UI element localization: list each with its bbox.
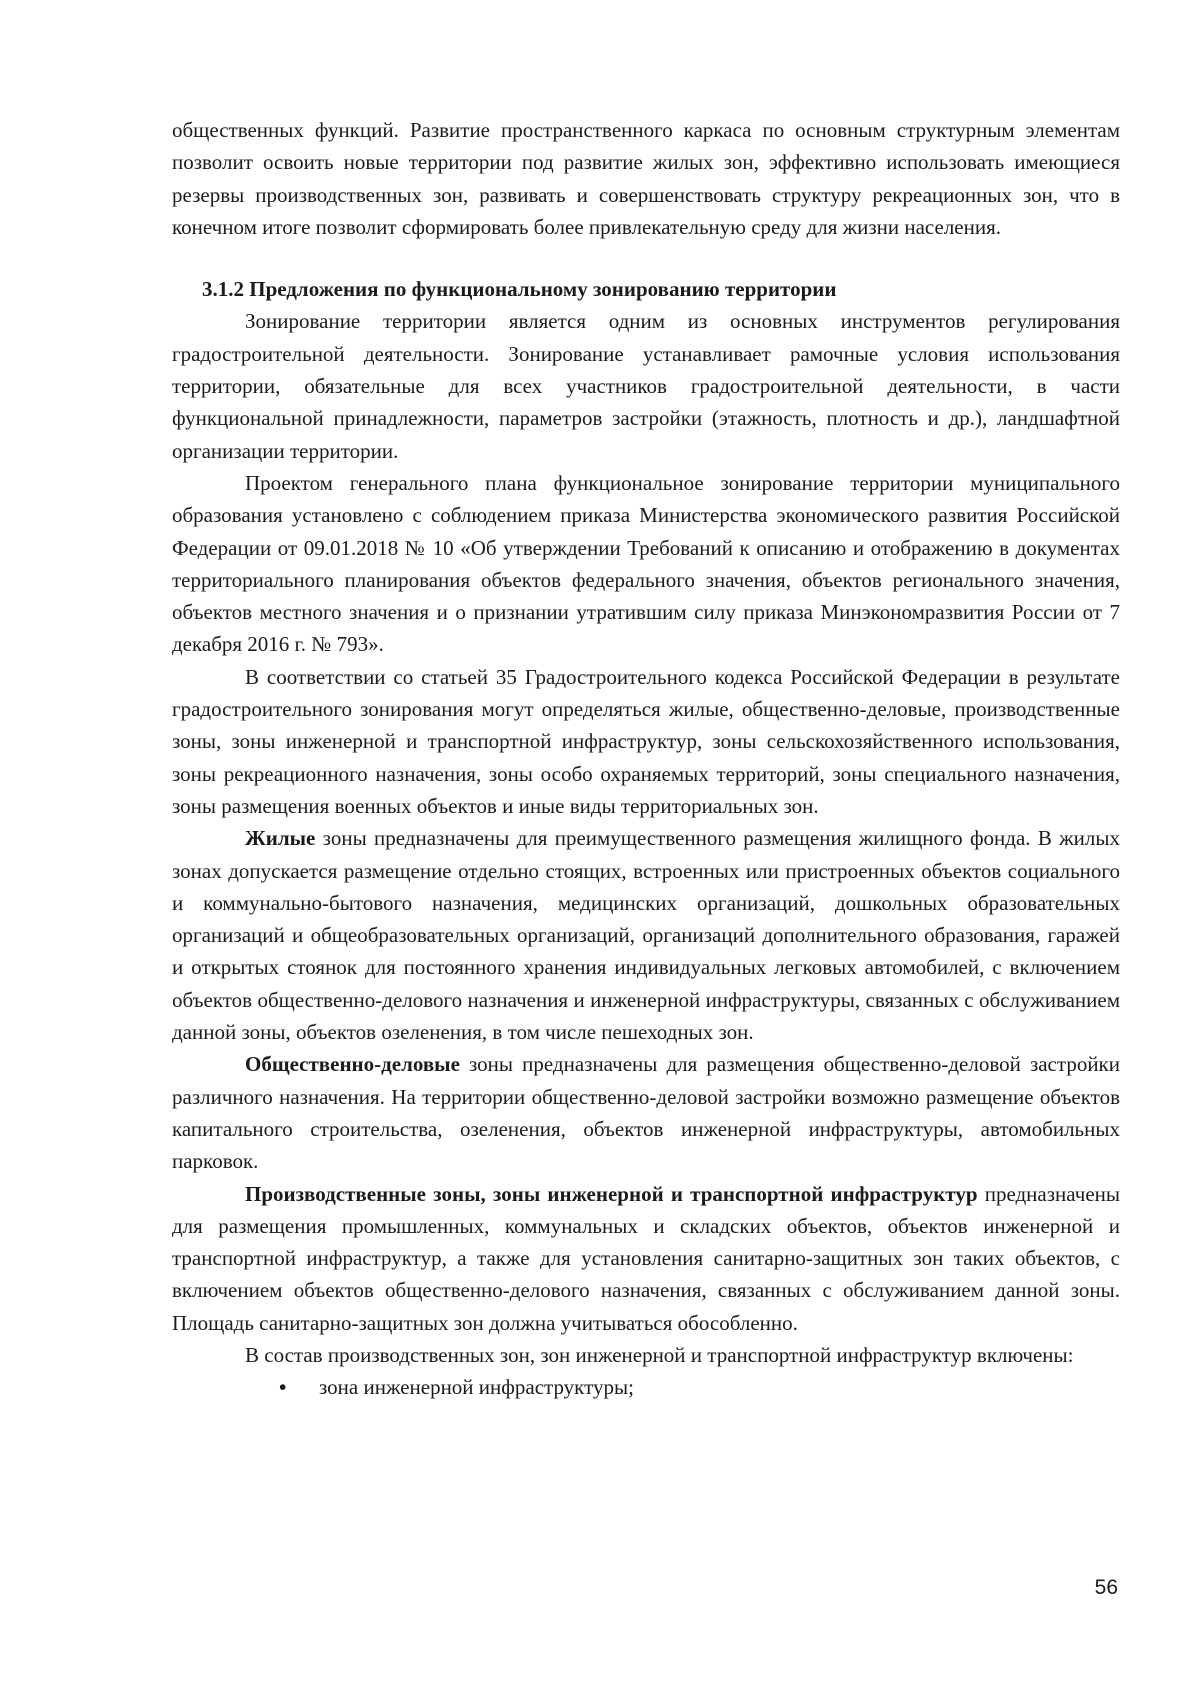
public-business-zones-paragraph — [172, 1048, 1120, 1177]
residential-zones-paragraph — [172, 822, 1120, 1048]
list-item-text: зона инженерной инфраструктуры; — [319, 1375, 634, 1400]
industrial-zones-text: предназначены для размещения промышленных, коммунальных и складских объектов, объектов инженерной и транспортной инфраструктур, а также для установления санитарно-защитных зон таких объектов, с включением объектов общественно-делового назначения, связанных с обслуживанием данной зоны. Площадь санитарно-защитных зон должна учитываться обособленно. — [172, 1181, 1120, 1335]
zoning-paragraph: Зонирование территории является одним из основных инструментов регулирования градостроительной деятельности. Зонирование устанавливает рамочные условия использования территории, обязательные для всех участников градостроительной деятельности, в части функциональной принадлежности, параметров застройки (этажность, плотность и др.), ландшафтной организации территории. — [172, 309, 1120, 463]
intro-paragraph: общественных функций. Развитие пространственного каркаса по основным структурным элементам позволит освоить новые территории под развитие жилых зон, эффективно использовать имеющиеся резервы производственных зон, развивать и совершенствовать структуру рекреационных зон, что в конечном итоге позволит сформировать более привлекательную среду для жизни населения. — [172, 118, 1120, 239]
list-item — [279, 1371, 1120, 1403]
page-number: 56 — [1094, 1576, 1118, 1599]
bullet-icon: • — [279, 1375, 287, 1400]
public-business-zones-term: Общественно-деловые — [245, 1052, 460, 1077]
industrial-zones-paragraph — [172, 1178, 1120, 1339]
zone-list — [172, 1371, 1120, 1403]
code-article-paragraph: В соответствии со статьей 35 Градостроительного кодекса Российской Федерации в результате градостроительного зонирования могут определяться жилые, общественно-деловые, производственные зоны, зоны инженерной и транспортной инфраструктур, зоны сельскохозяйственного использования, зоны рекреационного назначения, зоны особо охраняемых территорий, зоны специального назначения, зоны размещения военных объектов и иные виды территориальных зон. — [172, 664, 1120, 818]
general-plan-paragraph: Проектом генерального плана функциональное зонирование территории муниципального образования установлено с соблюдением приказа Министерства экономического развития Российской Федерации от 09.01.2018 № 10 «Об утверждении Требований к описанию и отображению в документах территориального планирования объектов федерального значения, объектов регионального значения, объектов местного значения и о признании утратившим силу приказа Минэкономразвития России от 7 декабря 2016 г. № 793». — [172, 470, 1120, 657]
public-business-zones-text: зоны предназначены для размещения общественно-деловой застройки различного назначения. На территории общественно-деловой застройки возможно размещение объектов капитального строительства, озеленения, объектов инженерной инфраструктуры, автомобильных парковок. — [172, 1052, 1120, 1174]
document-body — [172, 114, 1120, 1404]
industrial-zones-term: Производственные зоны, зоны инженерной и транспортной инфраструктур — [245, 1181, 978, 1206]
composition-intro: В состав производственных зон, зон инженерной и транспортной инфраструктур включены: — [245, 1342, 1074, 1367]
residential-zones-term: Жилые — [245, 826, 316, 851]
residential-zones-text: зоны предназначены для преимущественного размещения жилищного фонда. В жилых зонах допускается размещение отдельно стоящих, встроенных или пристроенных объектов социального и коммунально-бытового назначения, медицинских организаций, дошкольных образовательных организаций и общеобразовательных организаций, организаций дополнительного образования, гаражей и открытых стоянок для постоянного хранения индивидуальных легковых автомобилей, с включением объектов общественно-делового назначения и инженерной инфраструктуры, связанных с обслуживанием данной зоны, объектов озеленения, в том числе пешеходных зон. — [172, 826, 1120, 1045]
section-heading: 3.1.2 Предложения по функциональному зонированию территории — [202, 277, 837, 302]
